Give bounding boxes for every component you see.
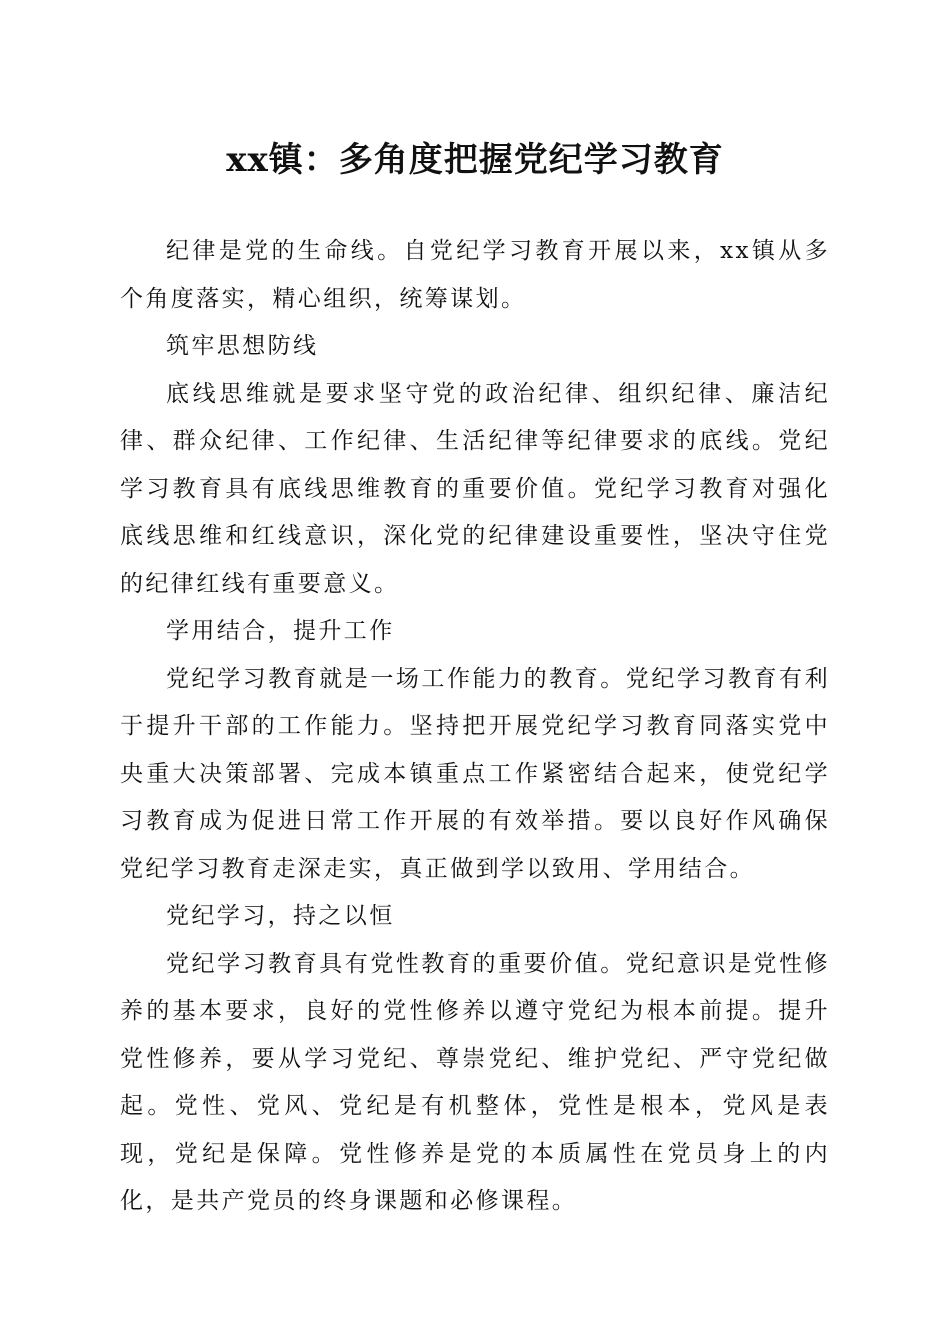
document-body [120, 228, 830, 1226]
section-heading-1: 筑牢思想防线 [166, 333, 319, 359]
document-title: xx镇：多角度把握党纪学习教育 [226, 140, 724, 180]
section-paragraph-2: 党纪学习教育就是一场工作能力的教育。党纪学习教育有利于提升干部的工作能力。坚持把开展党纪学习教育同落实党中央重大决策部署、完成本镇重点工作紧密结合起来，使党纪学习教育成为促进日常工作开展的有效举措。要以良好作风确保党纪学习教育走深走实，真正做到学以致用、学用结合。 [120, 665, 830, 882]
section-heading-3: 党纪学习，持之以恒 [166, 903, 395, 929]
section-heading-2: 学用结合，提升工作 [166, 618, 395, 644]
intro-paragraph: 纪律是党的生命线。自党纪学习教育开展以来，xx镇从多个角度落实，精心组织，统筹谋划。 [120, 238, 830, 312]
section-paragraph-3: 党纪学习教育具有党性教育的重要价值。党纪意识是党性修养的基本要求，良好的党性修养以遵守党纪为根本前提。提升党性修养，要从学习党纪、尊崇党纪、维护党纪、严守党纪做起。党性、党风、党纪是有机整体，党性是根本，党风是表现，党纪是保障。党性修养是党的本质属性在党员身上的内化，是共产党员的终身课题和必修课程。 [120, 950, 830, 1214]
section-paragraph-1: 底线思维就是要求坚守党的政治纪律、组织纪律、廉洁纪律、群众纪律、工作纪律、生活纪律等纪律要求的底线。党纪学习教育具有底线思维教育的重要价值。党纪学习教育对强化底线思维和红线意识，深化党的纪律建设重要性，坚决守住党的纪律红线有重要意义。 [120, 380, 830, 597]
